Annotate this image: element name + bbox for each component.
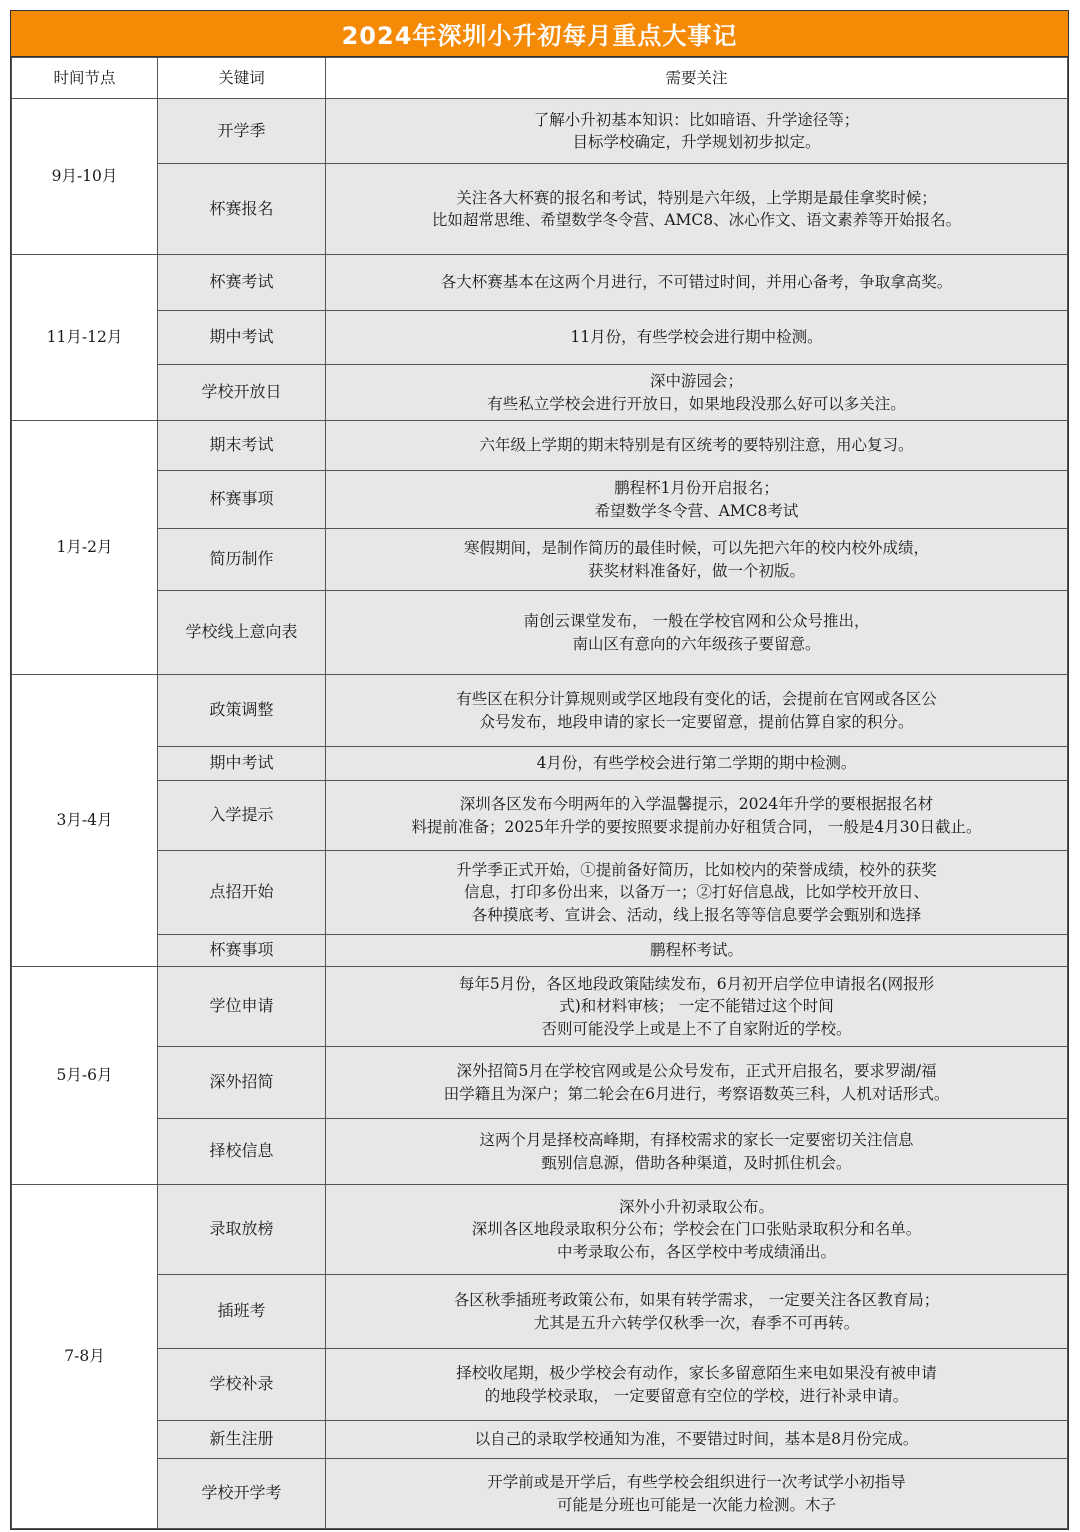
keyword-cell: 入学提示 [158,781,326,851]
note-line: 尤其是五升六转学仅秋季一次，春季不可再转。 [533,1313,860,1332]
note-line: 获奖材料准备好，做一个初版。 [587,561,805,580]
notes-cell [326,747,1068,781]
notes-cell [326,967,1068,1047]
notes-cell [326,781,1068,851]
note-line: 比如超常思维、希望数学冬令营、AMC8、冰心作文、语文素养等开始报名。 [431,211,962,229]
note-line: 寒假期间，是制作简历的最佳时候，可以先把六年的校内校外成绩， [463,539,929,557]
note-line: 择校收尾期，极少学校会有动作，家长多留意陌生来电如果没有被申请 [456,1364,937,1382]
note-line: 关注各大杯赛的报名和考试，特别是六年级，上学期是最佳拿奖时候； [456,188,937,207]
keyword-cell: 学校线上意向表 [158,591,326,675]
note-line: 各大杯赛基本在这两个月进行，不可错过时间，并用心备考，争取拿高奖。 [440,273,953,292]
note-line: 升学季正式开始，①提前备好简历，比如校内的荣誉成绩，校外的获奖 [456,860,937,879]
note-line: 各区秋季插班考政策公布，如果有转学需求， 一定要关注各区教育局； [453,1291,940,1309]
table-row [12,311,1068,365]
note-line: 鹏程杯1月份开启报名； [614,479,779,497]
notes-cell [326,529,1068,591]
note-line: 11月份，有些学校会进行期中检测。 [570,328,823,347]
table-row [12,365,1068,421]
notes-cell [326,365,1068,421]
note-line: 各种摸底考、宣讲会、活动，线上报名等等信息要学会甄别和选择 [471,905,922,924]
note-line: 信息，打印多份出来，以备万一；②打好信息战，比如学校开放日、 [463,883,929,902]
note-line: 甄别信息源，借助各种渠道，及时抓住机会。 [541,1153,852,1172]
period-cell: 9月-10月 [12,99,158,255]
note-line: 六年级上学期的期末特别是有区统考的要特别注意，用心复习。 [479,436,914,455]
keyword-cell: 新生注册 [158,1421,326,1459]
keyword-cell: 期中考试 [158,311,326,365]
period-cell: 7-8月 [12,1185,158,1529]
keyword-cell: 简历制作 [158,529,326,591]
table-row [12,1421,1068,1459]
period-cell: 5月-6月 [12,967,158,1185]
note-line: 南创云课堂发布， 一般在学校官网和公众号推出， [523,612,870,630]
note-line: 有些私立学校会进行开放日，如果地段没那么好可以多关注。 [487,394,906,413]
table-row [12,747,1068,781]
table-row [12,1119,1068,1185]
table-row [12,1185,1068,1275]
keyword-cell: 学位申请 [158,967,326,1047]
keyword-cell: 政策调整 [158,675,326,747]
table-row [12,421,1068,471]
note-line: 中考录取公布，各区学校中考成绩涌出。 [556,1242,836,1261]
table-row [12,935,1068,967]
note-line: 以自己的录取学校通知为准，不要错过时间，基本是8月份完成。 [474,1430,919,1449]
keyword-cell: 点招开始 [158,851,326,935]
period-cell: 1月-2月 [12,421,158,675]
table-row [12,591,1068,675]
notes-cell [326,421,1068,471]
column-header-notes: 需要关注 [326,58,1068,99]
notes-cell [326,99,1068,164]
table-row [12,781,1068,851]
notes-cell [326,851,1068,935]
notes-cell [326,311,1068,365]
keyword-cell: 录取放榜 [158,1185,326,1275]
notes-cell [326,935,1068,967]
table-row [12,1275,1068,1349]
notes-cell [326,471,1068,529]
keyword-cell: 择校信息 [158,1119,326,1185]
keyword-cell: 杯赛报名 [158,164,326,255]
note-line: 料提前准备；2025年升学的要按照要求提前办好租赁合同， 一般是4月30日截止。 [411,817,982,836]
keyword-cell: 杯赛事项 [158,935,326,967]
note-line: 田学籍且为深户；第二轮会在6月进行，考察语数英三科，人机对话形式。 [443,1084,950,1103]
keyword-cell: 杯赛考试 [158,255,326,311]
events-sheet [10,10,1069,1530]
period-cell: 3月-4月 [12,675,158,967]
notes-cell [326,675,1068,747]
table-row [12,1047,1068,1119]
table-row [12,851,1068,935]
notes-cell [326,255,1068,311]
keyword-cell: 学校开放日 [158,365,326,421]
notes-cell [326,1185,1068,1275]
note-line: 南山区有意向的六年级孩子要留意。 [572,634,821,653]
note-line: 深中游园会； [649,372,743,390]
keyword-cell: 开学季 [158,99,326,164]
table-row [12,1459,1068,1529]
period-cell: 11月-12月 [12,255,158,421]
note-line: 4月份，有些学校会进行第二学期的期中检测。 [536,754,857,773]
table-row [12,529,1068,591]
keyword-cell: 期末考试 [158,421,326,471]
page-title: 2024年深圳小升初每月重点大事记 [11,11,1068,57]
events-table [11,57,1068,1529]
keyword-cell: 杯赛事项 [158,471,326,529]
note-line: 的地段学校录取， 一定要留意有空位的学校，进行补录申请。 [484,1386,909,1405]
table-row [12,1349,1068,1421]
table-header-row [12,58,1068,99]
column-header-period: 时间节点 [12,58,158,99]
notes-cell [326,1459,1068,1529]
notes-cell [326,1421,1068,1459]
note-line: 深外招简5月在学校官网或是公众号发布，正式开启报名，要求罗湖/福 [456,1062,937,1080]
keyword-cell: 期中考试 [158,747,326,781]
keyword-cell: 插班考 [158,1275,326,1349]
note-line: 希望数学冬令营、AMC8考试 [594,501,799,520]
note-line: 深圳各区地段录取积分公布；学校会在门口张贴录取积分和名单。 [471,1220,922,1239]
table-row [12,967,1068,1047]
note-line: 目标学校确定，升学规划初步拟定。 [572,133,821,151]
note-line: 深圳各区发布今明两年的入学温馨提示，2024年升学的要根据报名材 [459,795,934,813]
table-row [12,99,1068,164]
notes-cell [326,164,1068,255]
note-line: 每年5月份，各区地段政策陆续发布，6月初开启学位申请报名(网报形 [458,974,935,993]
keyword-cell: 学校补录 [158,1349,326,1421]
keyword-cell: 深外招简 [158,1047,326,1119]
table-row [12,255,1068,311]
note-line: 可能是分班也可能是一次能力检测。木子 [556,1495,836,1514]
notes-cell [326,591,1068,675]
table-row [12,164,1068,255]
note-line: 有些区在积分计算规则或学区地段有变化的话，会提前在官网或各区公 [456,690,937,708]
note-line: 了解小升初基本知识：比如暗语、升学途径等； [533,110,860,129]
notes-cell [326,1275,1068,1349]
table-row [12,675,1068,747]
table-row [12,471,1068,529]
note-line: 深外小升初录取公布。 [618,1197,774,1216]
note-line: 鹏程杯考试。 [649,941,743,960]
note-line: 式)和材料审核； 一定不能错过这个时间 [559,997,834,1016]
note-line: 这两个月是择校高峰期，有择校需求的家长一定要密切关注信息 [479,1131,914,1149]
note-line: 开学前或是开学后，有些学校会组织进行一次考试学小初指导 [487,1473,906,1491]
notes-cell [326,1349,1068,1421]
notes-cell [326,1119,1068,1185]
note-line: 否则可能没学上或是上不了自家附近的学校。 [541,1019,852,1038]
note-line: 众号发布，地段申请的家长一定要留意，提前估算自家的积分。 [479,712,914,731]
keyword-cell: 学校开学考 [158,1459,326,1529]
notes-cell [326,1047,1068,1119]
column-header-keyword: 关键词 [158,58,326,99]
